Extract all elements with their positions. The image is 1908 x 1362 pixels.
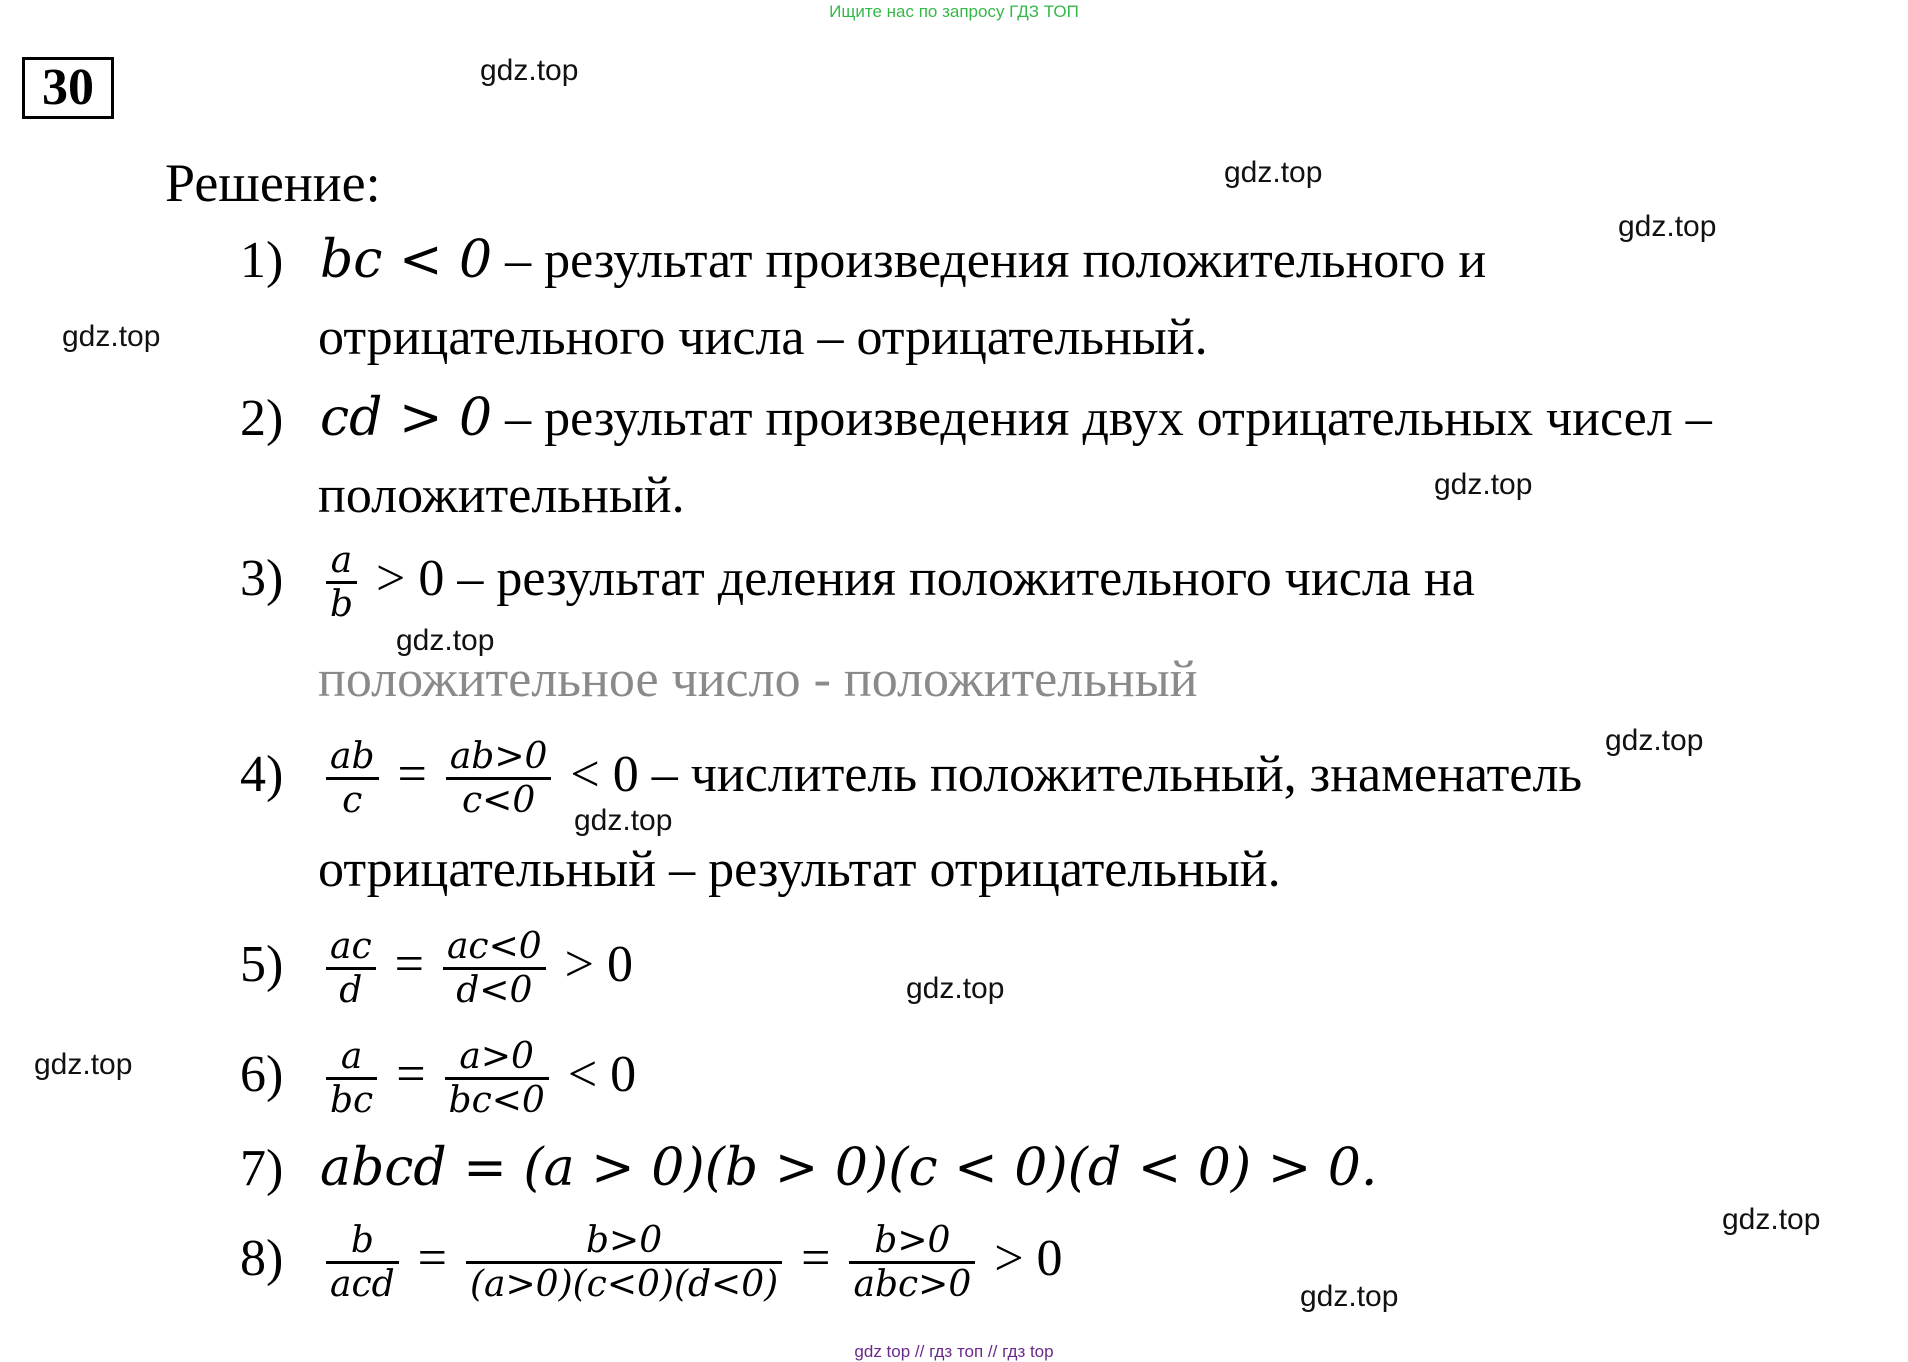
explanation: – числитель положительный, знаменатель xyxy=(638,745,1583,803)
solution-item-2 xyxy=(240,388,1712,448)
solution-item-2-continuation: положительный. xyxy=(318,467,685,524)
item-number: 6) xyxy=(240,1045,284,1103)
watermark: gdz.top xyxy=(906,972,1005,1005)
footer: gdz top // гдз топ // гдз top xyxy=(854,1342,1054,1361)
fraction xyxy=(466,1220,782,1306)
equals: = xyxy=(404,1229,460,1287)
watermark: gdz.top xyxy=(396,624,495,657)
relation: > 0 xyxy=(981,1229,1063,1287)
equals: = xyxy=(788,1229,844,1287)
item-number: 7) xyxy=(240,1140,284,1197)
denominator: bc<0 xyxy=(448,1080,545,1122)
solution-item-6 xyxy=(240,1036,636,1122)
solution-item-1 xyxy=(240,230,1486,290)
watermark: gdz.top xyxy=(1605,724,1704,757)
explanation: – результат произведения положительного и xyxy=(492,232,1487,289)
solution-item-5 xyxy=(240,926,633,1012)
watermark: gdz.top xyxy=(1434,468,1533,501)
item-number: 5) xyxy=(240,935,284,993)
task-number: 30 xyxy=(22,57,114,119)
item-number: 3) xyxy=(240,549,284,607)
numerator: ab>0 xyxy=(446,736,552,780)
inequality: bc < 0 xyxy=(320,230,493,290)
solution-item-7 xyxy=(240,1138,1377,1198)
equals: = xyxy=(381,935,437,993)
fraction xyxy=(326,1220,399,1306)
solution-item-1-continuation: отрицательного числа – отрицательный. xyxy=(318,309,1208,366)
numerator: a xyxy=(326,1036,377,1080)
fraction xyxy=(326,1036,377,1122)
fraction xyxy=(443,926,546,1012)
relation: > 0 xyxy=(551,935,633,993)
denominator: abc>0 xyxy=(853,1264,972,1306)
relation: < 0 xyxy=(554,1045,637,1103)
numerator: ac xyxy=(326,926,376,970)
fraction xyxy=(326,736,379,822)
denominator: bc xyxy=(330,1080,374,1122)
explanation: – результат деления положительного числа на xyxy=(444,549,1475,607)
watermark: gdz.top xyxy=(1618,210,1717,243)
solution-item-3-continuation: положительное число - положительный xyxy=(318,651,1198,708)
denominator: (a>0)(c<0)(d<0) xyxy=(470,1264,779,1306)
watermark: gdz.top xyxy=(1300,1280,1399,1313)
item-number: 4) xyxy=(240,745,284,803)
watermark: gdz.top xyxy=(480,54,579,87)
equals: = xyxy=(384,745,440,803)
relation: > 0 xyxy=(363,549,445,607)
numerator: b>0 xyxy=(849,1220,975,1264)
item-number: 8) xyxy=(240,1229,284,1287)
solution-item-4 xyxy=(240,736,1582,822)
watermark: gdz.top xyxy=(34,1048,133,1081)
numerator: b xyxy=(326,1220,399,1264)
item-number: 1) xyxy=(240,232,284,289)
watermark: gdz.top xyxy=(574,804,673,837)
watermark: gdz.top xyxy=(1722,1203,1821,1236)
relation: < 0 xyxy=(557,745,639,803)
watermark: gdz.top xyxy=(1224,156,1323,189)
explanation: – результат произведения двух отрицательных чисел – xyxy=(492,390,1712,447)
item-number: 2) xyxy=(240,390,284,447)
fraction xyxy=(326,926,376,1012)
denominator: acd xyxy=(330,1264,395,1306)
denominator: c<0 xyxy=(462,780,536,822)
product-expression: abcd = (a > 0)(b > 0)(c < 0)(d < 0) > 0. xyxy=(320,1138,1378,1198)
denominator: b xyxy=(330,584,354,626)
solution-item-4-continuation: отрицательный – результат отрицательный. xyxy=(318,841,1281,898)
numerator: ab xyxy=(326,736,379,780)
top-banner: Ищите нас по запросу ГДЗ ТОП xyxy=(829,2,1079,21)
solution-heading: Решение: xyxy=(165,153,381,213)
denominator: c xyxy=(342,780,363,822)
denominator: d xyxy=(339,970,363,1012)
numerator: ac<0 xyxy=(443,926,546,970)
fraction xyxy=(849,1220,975,1306)
fraction xyxy=(326,540,357,626)
numerator: b>0 xyxy=(466,1220,782,1264)
watermark: gdz.top xyxy=(62,320,161,353)
solution-item-8 xyxy=(240,1220,1063,1306)
inequality: cd > 0 xyxy=(320,388,493,448)
fraction xyxy=(446,736,552,822)
numerator: a>0 xyxy=(445,1036,549,1080)
equals: = xyxy=(383,1045,439,1103)
numerator: a xyxy=(326,540,357,584)
fraction xyxy=(445,1036,549,1122)
denominator: d<0 xyxy=(456,970,533,1012)
solution-item-3 xyxy=(240,540,1475,626)
